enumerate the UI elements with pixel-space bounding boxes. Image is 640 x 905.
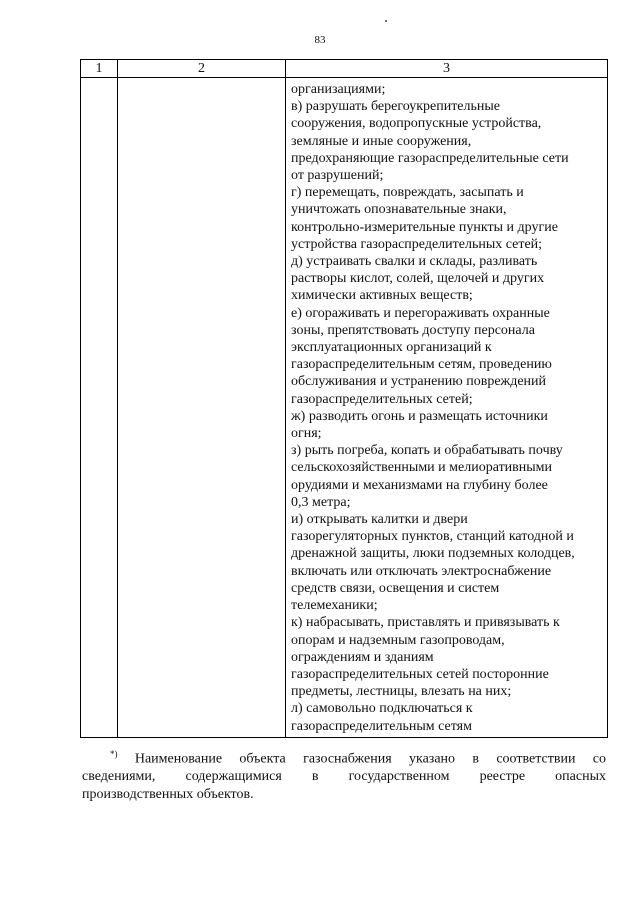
text-line: предохраняющие газораспределительные сети [291, 150, 569, 166]
footnote-text-1: Наименование объекта газоснабжения указано в соответствии со [134, 751, 606, 767]
text-line: з) рыть погреба, копать и обрабатывать почву [291, 443, 563, 459]
column-header-1: 1 [81, 60, 118, 78]
text-line: д) устраивать свалки и склады, разливать [291, 254, 538, 270]
text-line: газораспределительным сетям [291, 718, 472, 734]
text-line: от разрушений; [291, 168, 384, 184]
text-line: орудиями и механизмами на глубину более [291, 477, 548, 493]
text-line: химически активных веществ; [291, 288, 473, 304]
column-2-cell [118, 78, 286, 738]
text-line: организациями; [291, 82, 386, 97]
text-line: и) открывать калитки и двери [291, 512, 468, 528]
text-line: 0,3 метра; [291, 494, 351, 510]
text-line: эксплуатационных организаций к [291, 340, 492, 356]
text-line: сельскохозяйственными и мелиоративными [291, 460, 553, 476]
footnote-marker: *) [110, 749, 118, 759]
text-line: газораспределительных сетей посторонние [291, 666, 549, 682]
text-line: л) самовольно подключаться к [291, 701, 473, 717]
text-line: опорам и надземным газопроводам, [291, 632, 505, 648]
footnote-line-3: производственных объектов. [82, 786, 254, 802]
text-line: средств связи, освещения и систем [291, 580, 500, 596]
text-line: зоны, препятствовать доступу персонала [291, 322, 535, 338]
footnote [82, 746, 606, 803]
requirements-table [80, 59, 608, 738]
text-line: растворы кислот, солей, щелочей и других [291, 271, 545, 287]
page-number: 83 [314, 34, 326, 46]
table-row [81, 78, 608, 738]
text-line: г) перемещать, повреждать, засыпать и [291, 185, 524, 201]
text-line: е) огораживать и перегораживать охранные [291, 305, 550, 321]
column-1-cell [81, 78, 118, 738]
text-line: газорегуляторных пунктов, станций катодной и [291, 529, 574, 545]
scan-speck [385, 20, 387, 22]
text-line: контрольно-измерительные пункты и другие [291, 219, 558, 235]
text-line: устройства газораспределительных сетей; [291, 236, 543, 252]
text-line: огня; [291, 426, 322, 442]
text-line: включать или отключать электроснабжение [291, 563, 552, 579]
text-line: ограждениям и зданиям [291, 649, 434, 665]
text-line: обслуживания и устранению повреждений [291, 374, 547, 390]
text-line: дренажной защиты, люки подземных колодцев, [291, 546, 575, 562]
text-line: телемеханики; [291, 598, 378, 614]
text-line: ж) разводить огонь и размещать источники [291, 408, 548, 424]
text-line: к) набрасывать, приставлять и привязывать к [291, 615, 560, 631]
text-line: газораспределительных сетей; [291, 391, 473, 407]
column-header-3: 3 [286, 60, 608, 78]
column-3-cell [286, 78, 608, 738]
text-line: сооружения, водопропускные устройства, [291, 116, 542, 132]
table-header-row [81, 60, 608, 78]
text-line: предметы, лестницы, влезать на них; [291, 684, 512, 700]
text-line: в) разрушать берегоукрепительные [291, 99, 501, 115]
text-line: земляные и иные сооружения, [291, 133, 472, 149]
text-line: уничтожать опознавательные знаки, [291, 202, 507, 218]
footnote-line-1 [82, 746, 606, 768]
footnote-line-2: сведениями, содержащимися в государственном реестре опасных [82, 769, 606, 785]
text-line: газораспределительным сетям, проведению [291, 357, 552, 373]
column-header-2: 2 [118, 60, 286, 78]
